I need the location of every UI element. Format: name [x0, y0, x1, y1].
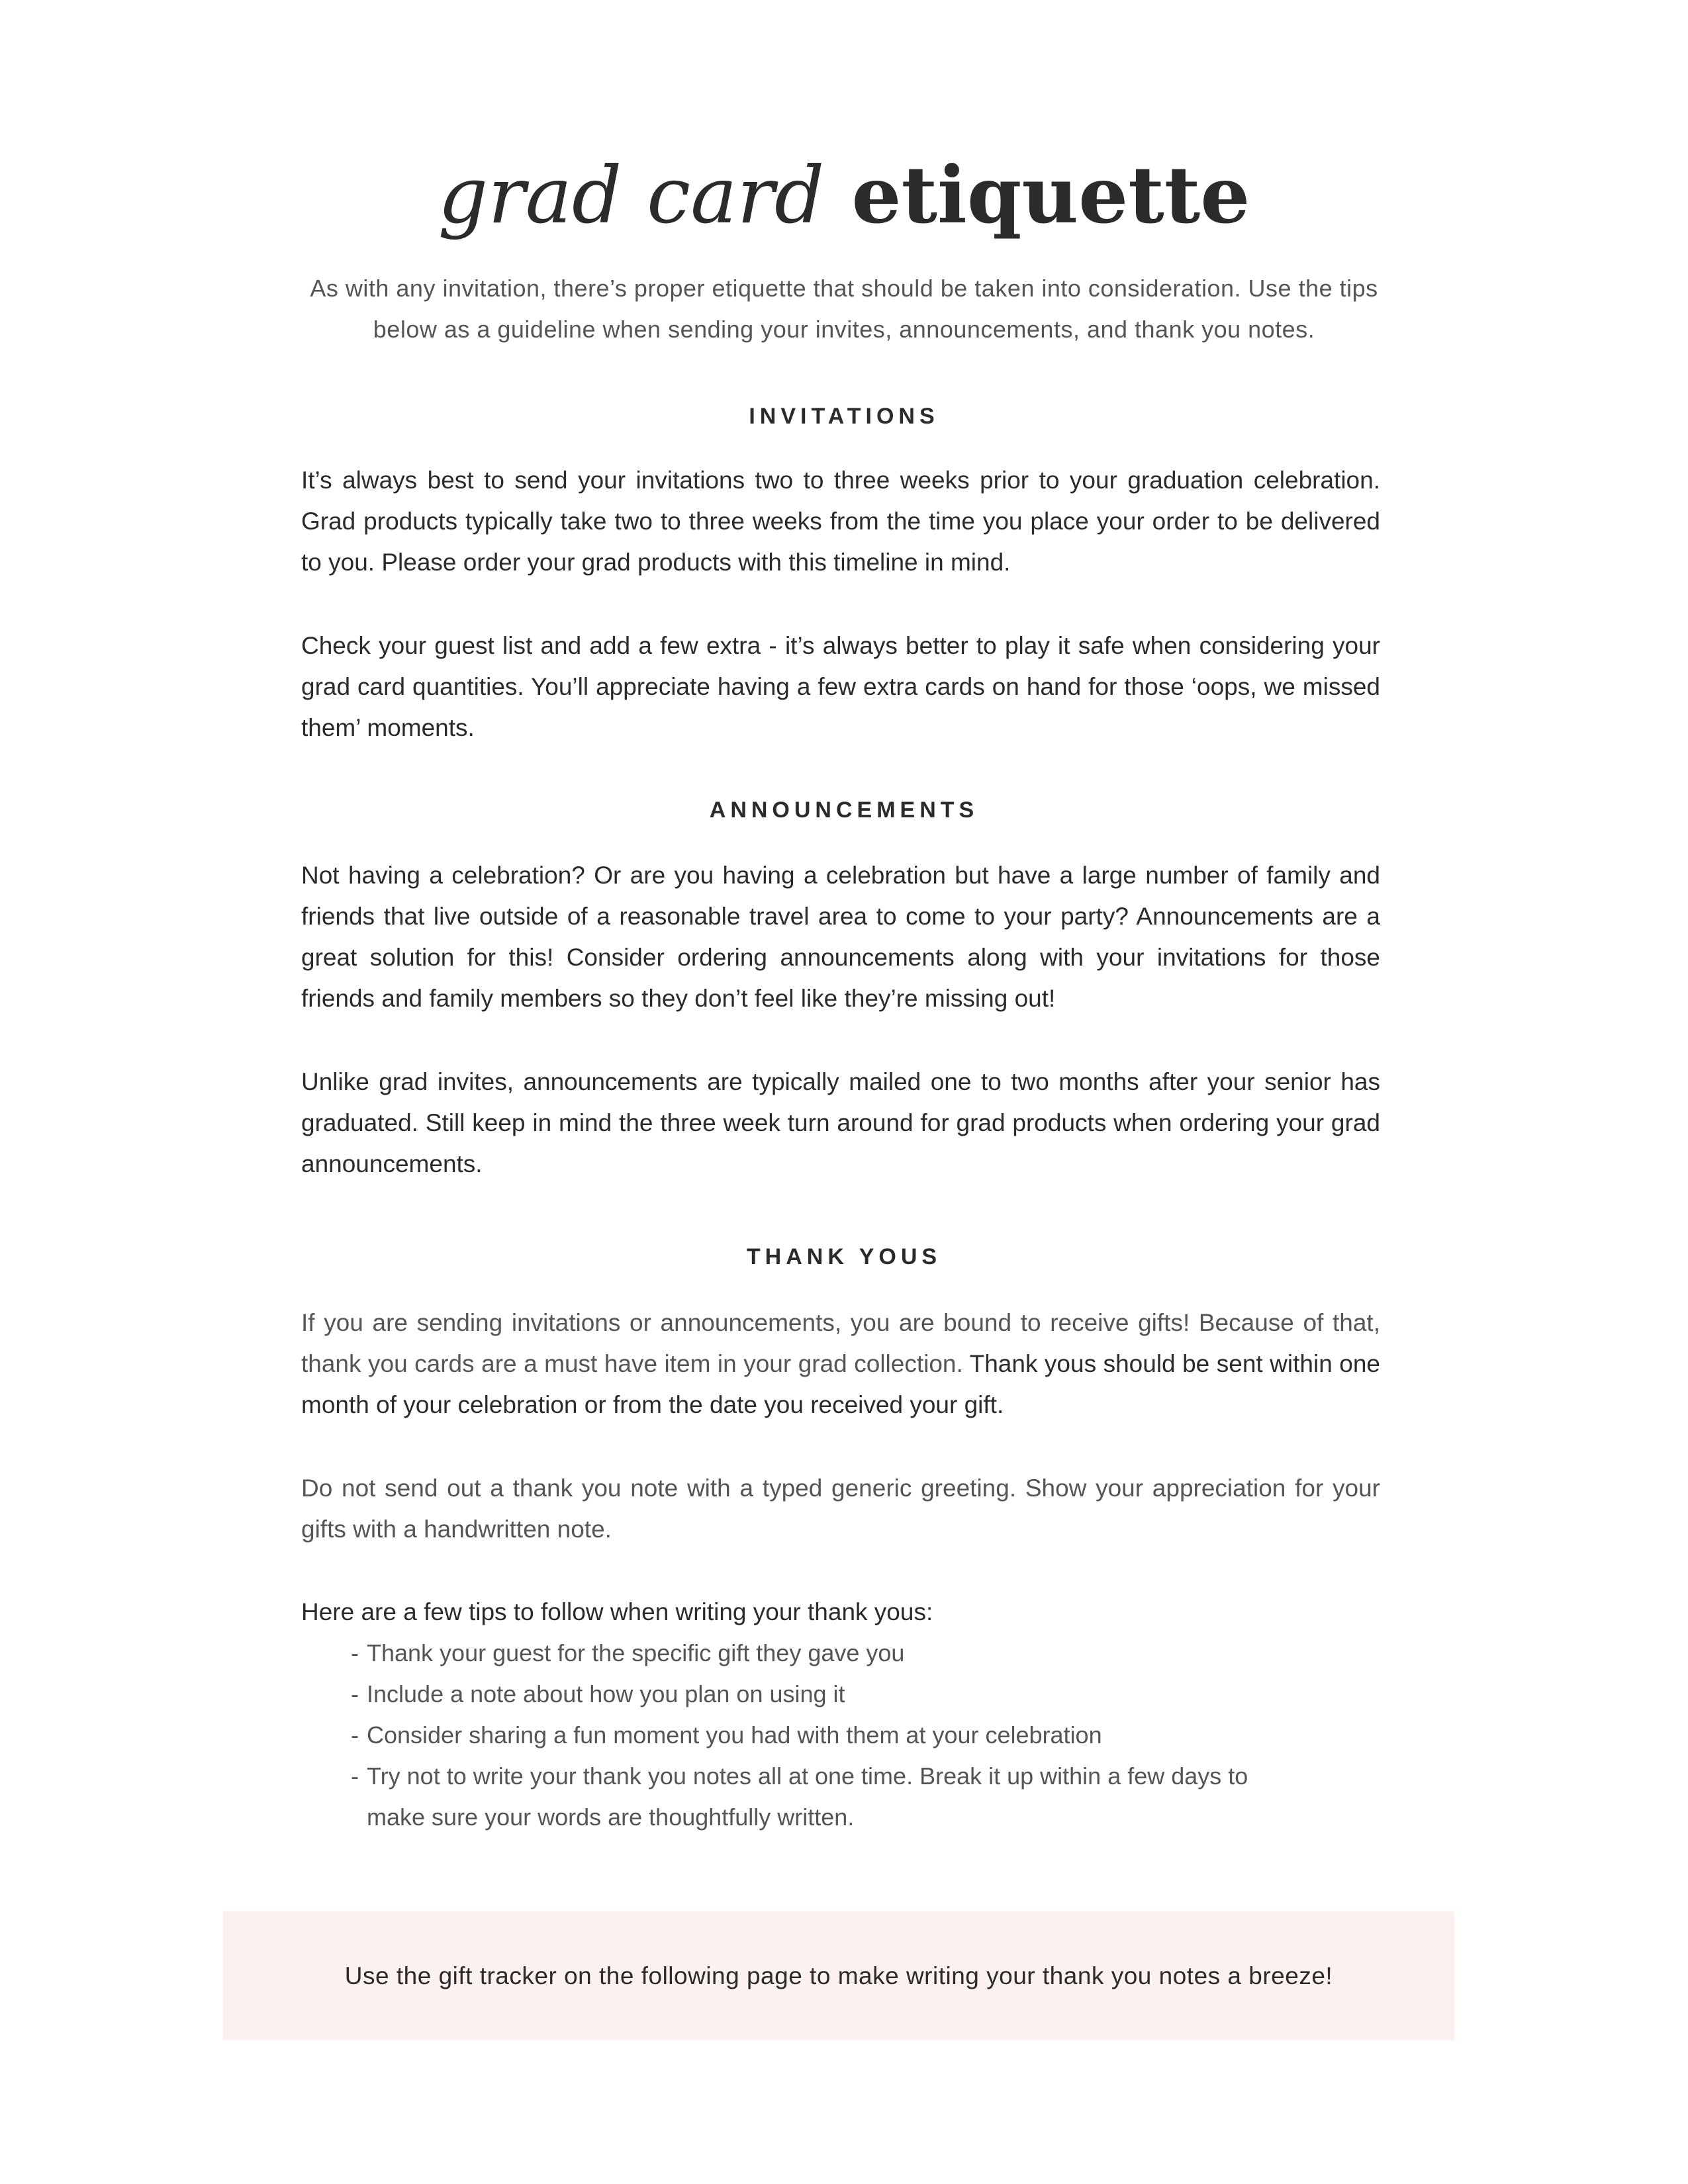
list-dash: - — [351, 1762, 359, 1790]
page-title — [0, 146, 1688, 245]
title-bold-part: etiquette — [851, 149, 1250, 241]
thank-yous-tips-list — [351, 1633, 1383, 1838]
list-dash: - — [351, 1639, 359, 1666]
invitations-paragraph-1: It’s always best to send your invitations two to three weeks prior to your graduation celebration. Grad products typically take two to three weeks from the time you place your order to be delivered to you. Please order your grad products with this timeline in mind. — [301, 467, 1380, 576]
tip-text: Thank your guest for the specific gift they gave you — [367, 1639, 905, 1666]
callout-text: Use the gift tracker on the following page to make writing your thank you notes a breeze! — [344, 1962, 1333, 1989]
tip-text: Include a note about how you plan on using it — [367, 1680, 845, 1707]
intro-text: As with any invitation, there’s proper etiquette that should be taken into consideration. Use the tips below as a guideline when sending your invites, announcements, and thank you notes. — [310, 275, 1378, 343]
thank-yous-heading: THANK YOUS — [746, 1244, 942, 1269]
invitations-heading: INVITATIONS — [749, 404, 939, 429]
announcements-paragraph-2: Unlike grad invites, announcements are typically mailed one to two months after your senior has graduated. Still keep in mind the three week turn around for grad products when ordering your grad announcements. — [301, 1068, 1380, 1177]
tip-text: Try not to write your thank you notes all at one time. Break it up within a few days to make sure your words are thoughtfully written. — [367, 1762, 1248, 1831]
list-item — [351, 1715, 1383, 1756]
list-item — [351, 1756, 1307, 1838]
thank-yous-paragraph-1 — [301, 1302, 1380, 1426]
list-dash: - — [351, 1680, 359, 1707]
list-item — [351, 1633, 1383, 1674]
list-dash: - — [351, 1721, 359, 1749]
thank-yous-paragraph-1-emphasis: Thank yous should be sent within one month of your celebration or from the date you received your gift. — [301, 1350, 1380, 1418]
invitations-paragraph-2: Check your guest list and add a few extra - it’s always better to play it safe when considering your grad card quantities. You’ll appreciate having a few extra cards on hand for those ‘oops, we missed them’ moments. — [301, 632, 1380, 741]
announcements-heading: ANNOUNCEMENTS — [709, 797, 979, 823]
tip-text: Consider sharing a fun moment you had with them at your celebration — [367, 1721, 1102, 1749]
thank-yous-paragraph-1-light: If you are sending invitations or announcements, you are bound to receive gifts! Because of that, thank you cards are a must have item in your grad collection. — [301, 1309, 1380, 1377]
list-item — [351, 1674, 1383, 1715]
thank-yous-tips-intro: Here are a few tips to follow when writing your thank yous: — [301, 1598, 933, 1625]
announcements-paragraph-1: Not having a celebration? Or are you having a celebration but have a large number of family and friends that live outside of a reasonable travel area to come to your party? Announcements are a great solution for this! Consider ordering announcements along with your invitations for those friends and family members so they don’t feel like they’re missing out! — [301, 862, 1380, 1012]
thank-yous-paragraph-2: Do not send out a thank you note with a typed generic greeting. Show your appreciation for your gifts with a handwritten note. — [301, 1475, 1380, 1543]
title-italic-part: grad card — [438, 150, 825, 241]
gift-tracker-callout — [223, 1911, 1454, 2040]
